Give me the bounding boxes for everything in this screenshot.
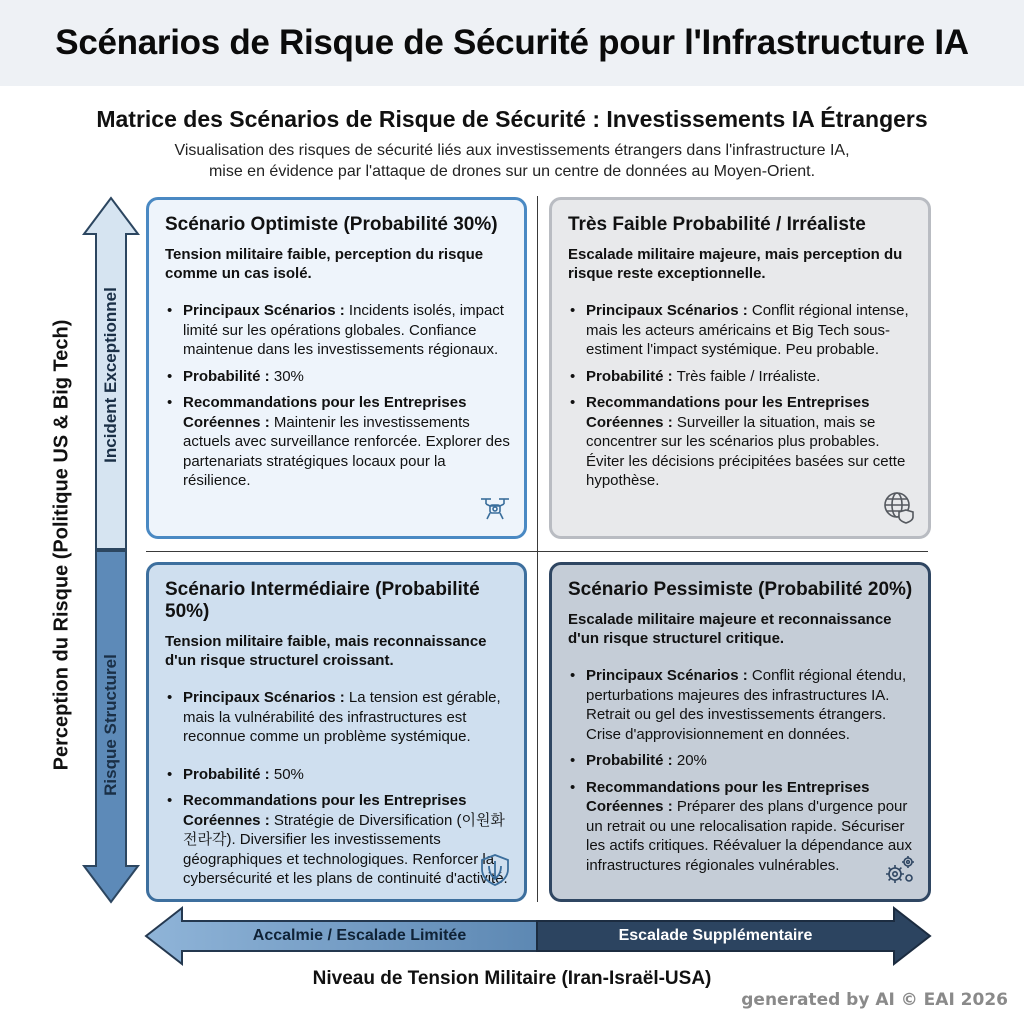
watermark: generated by AI © EAI 2026 [741, 990, 1008, 1010]
globe-shield-icon [882, 490, 916, 524]
bullet-key: Principaux Scénarios : [183, 302, 345, 319]
bullet-key: Probabilité : [586, 367, 673, 385]
bullet-probability [568, 367, 914, 387]
bullet-key: Recommandations pour les Entreprises Coréennes : [183, 394, 467, 431]
quadrant-lead: Tension militaire faible, mais reconnaissance d'un risque structurel croissant. [165, 633, 487, 669]
bullet-text: Conflit régional étendu, perturbations majeures des infrastructures IA. Retrait ou gel des investissements étrangers. Crise d'approvisionnement en données. [586, 667, 907, 743]
x-axis-left-segment-label: Accalmie / Escalade Limitée [252, 927, 467, 944]
bullet-key: Probabilité : [586, 752, 673, 769]
bullet-text: 30% [269, 367, 304, 385]
quadrant-title: Scénario Optimiste (Probabilité 30%) [165, 214, 498, 235]
quadrant-pessimistic [549, 562, 931, 902]
bullet-key: Recommandations pour les Entreprises Coréennes : [586, 394, 870, 431]
quadrant-intermediate [146, 562, 527, 902]
bullet-text: Stratégie de Diversification (이원화 전라각). Diversifier les investissements géographiques et technologiques. Renforcer la cybersécurité et les plans de continuité d'activité. [183, 811, 508, 887]
quadrant-divider-vertical [537, 196, 538, 902]
bullet-key: Recommandations pour les Entreprises Coréennes : [183, 792, 467, 829]
bullet-text: Conflit régional intense, mais les acteurs américains et Big Tech sous-estiment l'impact systémique. Peu probable. [586, 302, 909, 358]
y-axis-label: Perception du Risque (Politique US & Big Tech) [50, 319, 73, 771]
bullet-probability [165, 367, 510, 387]
quadrant-lead: Tension militaire faible, perception du risque comme un cas isolé. [165, 246, 484, 282]
quadrant-optimistic [146, 197, 527, 539]
x-axis-right-segment-label: Escalade Supplémentaire [618, 927, 813, 944]
bullet-key: Probabilité : [183, 765, 270, 783]
bullet-key: Principaux Scénarios : [586, 667, 748, 684]
page-title: Scénarios de Risque de Sécurité pour l'Infrastructure IA [55, 23, 969, 62]
bullet-key: Principaux Scénarios : [183, 689, 345, 706]
bullet-recommendations [165, 791, 510, 889]
description-line-2: mise en évidence par l'attaque de drones sur un centre de données au Moyen-Orient. [208, 163, 816, 180]
bullet-recommendations [165, 393, 510, 491]
description-line-1: Visualisation des risques de sécurité liés aux investissements étrangers dans l'infrastructure IA, [174, 142, 850, 159]
bullet-text: Préparer des plans d'urgence pour un retrait ou une relocalisation rapide. Sécuriser les actifs critiques. Réévaluer la dépendance aux infrastructures régionales vulnérables. [586, 798, 913, 874]
matrix-subtitle: Matrice des Scénarios de Risque de Sécurité : Investissements IA Étrangers [96, 106, 928, 132]
bullet-text: Incidents isolés, impact limité sur les opérations globales. Confiance maintenue dans les investissements régionaux. [183, 302, 504, 358]
quadrant-bullets [165, 688, 510, 889]
bullet-text: Très faible / Irréaliste. [672, 367, 821, 385]
bullet-probability [165, 765, 510, 785]
quadrant-divider-horizontal [146, 551, 928, 552]
quadrant-lead: Escalade militaire majeure et reconnaissance d'un risque structurel critique. [568, 611, 892, 647]
y-axis-top-segment-label: Incident Exceptionnel [101, 287, 120, 463]
quadrant-title: Très Faible Probabilité / Irréaliste [568, 214, 866, 235]
bullet-text: Maintenir les investissements actuels avec surveillance renforcée. Explorer des partenariats stratégiques locaux pour la résilience. [183, 413, 510, 489]
bullet-scenarios [568, 666, 914, 744]
quadrant-bullets [165, 301, 510, 491]
bullet-text: 20% [672, 752, 707, 769]
bullet-key: Recommandations pour les Entreprises Coréennes : [586, 778, 870, 815]
bullet-key: Probabilité : [183, 367, 270, 385]
bullet-probability [568, 751, 914, 771]
bullet-scenarios [165, 301, 510, 360]
quadrant-title: Scénario Intermédiaire (Probabilité 50%) [165, 579, 480, 622]
bullet-recommendations [568, 778, 914, 876]
bullet-text: La tension est gérable, mais la vulnérabilité des infrastructures est reconnue comme un problème systémique. [183, 689, 501, 745]
bullet-text: Surveiller la situation, mais se concentrer sur les scénarios plus probables. Éviter les décisions précipitées basées sur cette hypothèse. [586, 413, 906, 489]
quadrant-unlikely [549, 197, 931, 539]
bullet-text: 50% [269, 765, 304, 783]
gears-icon [882, 853, 916, 887]
bullet-key: Principaux Scénarios : [586, 302, 748, 319]
x-axis-label: Niveau de Tension Militaire (Iran-Israël-USA) [312, 968, 712, 989]
bullet-recommendations [568, 393, 914, 491]
quadrant-bullets [568, 301, 914, 491]
quadrant-lead: Escalade militaire majeure, mais perception du risque reste exceptionnelle. [568, 246, 903, 282]
quadrant-title: Scénario Pessimiste (Probabilité 20%) [568, 579, 913, 600]
bullet-scenarios [165, 688, 510, 747]
y-axis-bottom-segment-label: Risque Structurel [101, 654, 120, 796]
bullet-scenarios [568, 301, 914, 360]
drone-icon [478, 490, 512, 524]
shield-icon [478, 853, 512, 887]
quadrant-bullets [568, 666, 914, 875]
